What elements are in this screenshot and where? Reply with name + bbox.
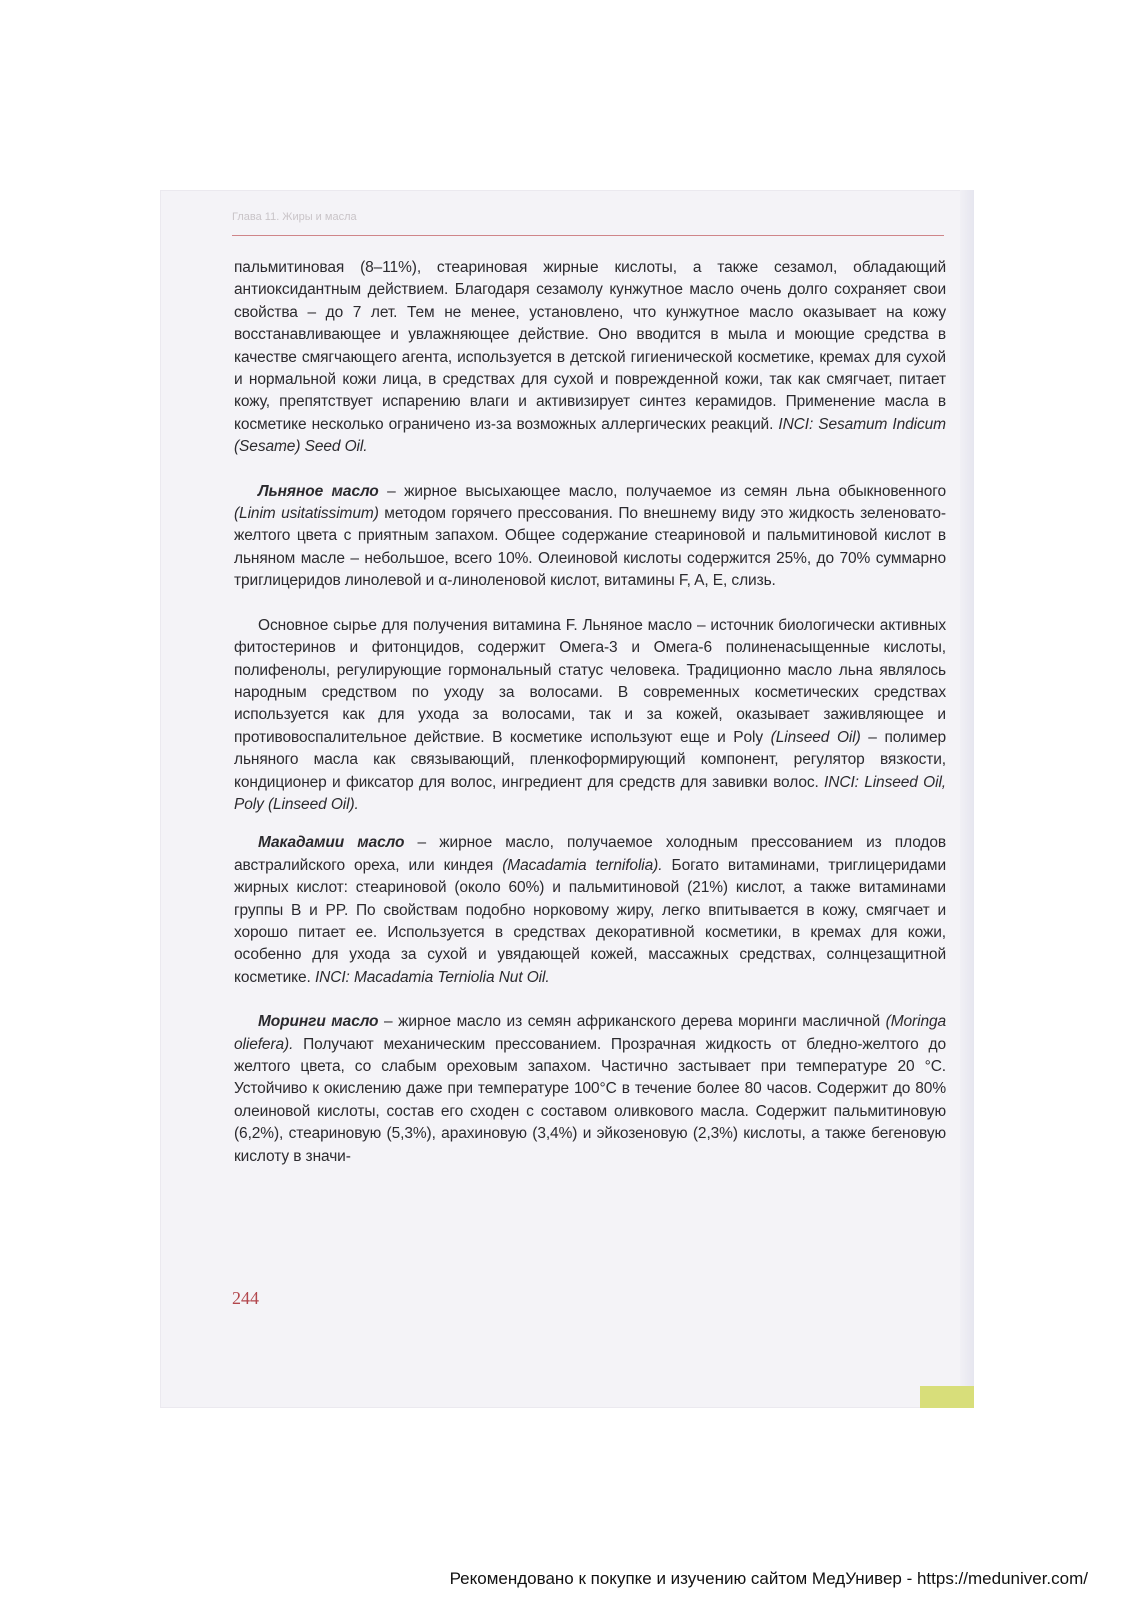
macadamia-term: Макадамии масло (258, 834, 405, 852)
running-head: Глава 11. Жиры и масла (232, 211, 357, 223)
paragraph-sesame (234, 257, 946, 459)
linseed-p2-latin: (Linseed Oil) (770, 728, 861, 746)
footer-recommendation: Рекомендовано к покупке и изучению сайтом МедУнивер - https://meduniver.com/ (449, 1569, 1088, 1588)
linseed-p2-text-2: – полимер льняного масла как связывающий, пленкоформирующий компонент, регулятор вязкости, кондиционер и фиксатор для волос, ингредиент для средств для завивки волос. (234, 728, 947, 791)
linseed-inci: INCI: Linseed Oil, Poly (Linseed Oil). (234, 773, 946, 813)
moringa-text-2: Получают механическим прессованием. Прозрачная жидкость от бледно-желтого до желтого цвета, со слабым ореховым запахом. Частично застывает при температуре 20 °С. Устойчиво к окислению даже при температуре 100°С в течение более 80 часов. Содержит до 80% олеиновой кислоты, состав его сходен с составом оливкового масла. Содержит пальмитиновую (6,2%), стеариновую (5,3%), арахиновую (3,4%) и эйкозеновую (2,3%) кислоты, а также бегеновую кислоту в значи- (234, 1035, 946, 1165)
macadamia-text-2: Богато витаминами, триглицеридами жирных кислот: стеариновой (около 60%) и пальмитиновой (21%) кислот, а также витаминами группы B и PP. По свойствам подобно норковому жиру, легко впитывается в кожу, смягчает и хорошо питает ее. Используется в средствах декоративной косметики, в кремах для кожи, особенно для ухода за сухой и увядающей кожей, массажных средствах, солнцезащитной косметике. (234, 856, 947, 986)
macadamia-text-1: – жирное масло, получаемое холодным прессованием из плодов австралийского ореха, или киндея (234, 834, 946, 874)
header-rule (232, 235, 944, 236)
sesame-text: пальмитиновая (8–11%), стеариновая жирные кислоты, а также сезамол, обладающий антиоксидантным действием. Благодаря сезамолу кунжутное масло очень долго сохраняет свои свойства – до 7 лет. Тем не менее, установлено, что кунжутное масло оказывает на кожу восстанавливающее и увлажняющее действие. Оно вводится в мыла и моющие средства в качестве смягчающего агента, используется в детской гигиенической косметике, кремах для сухой и нормальной кожи лица, в средствах для сухой и поврежденной кожи, так как смягчает, питает кожу, препятствует испарению влаги и активизирует синтез керамидов. Применение масла в косметике несколько ограничено из-за возможных аллергических реакций. (234, 259, 946, 433)
macadamia-inci: INCI: Macadamia Terniolia Nut Oil. (314, 968, 550, 986)
moringa-latin: (Moringa oliefera). (234, 1013, 947, 1053)
moringa-term: Моринги масло (258, 1013, 379, 1031)
macadamia-latin: (Macadamia ternifolia). (502, 856, 663, 874)
linseed-text-2: методом горячего прессования. По внешнему виду это жидкость зеленовато-желтого цвета с приятным запахом. Общее содержание стеариновой и пальмитиновой кислот в льняном масле – небольшое, всего 10%. Олеиновой кислоты содержится 25%, до 70% суммарно триглицеридов линолевой и α-линоленовой кислот, витамины F, A, E, слизь. (234, 505, 946, 590)
scan-corner-mark (920, 1386, 974, 1408)
linseed-text-1: – жирное высыхающее масло, получаемое из семян льна обыкновенного (378, 482, 946, 500)
moringa-text-1: – жирное масло из семян африканского дерева моринги масличной (378, 1013, 886, 1031)
paragraph-moringa (234, 1011, 946, 1168)
paragraph-macadamia (234, 832, 946, 989)
linseed-p2-text-1: Основное сырье для получения витамина F. Льняное масло – источник биологически активных фитостеринов и фитонцидов, содержит Омега-3 и Омега-6 полиненасыщенные кислоты, полифенолы, регулирующие гормональный статус человека. Традиционно масло льна являлось народным средством по уходу за волосами. В современных косметических средствах используется как для ухода за волосами, так и за кожей, оказывает заживляющее и противовоспалительное действие. В косметике используют еще и Poly (234, 616, 946, 746)
page-number: 244 (232, 1288, 259, 1308)
linseed-latin: (Linim usitatissimum) (234, 505, 379, 523)
sesame-inci: INCI: Sesamum Indicum (Sesame) Seed Oil. (234, 415, 946, 456)
paragraph-linseed-1 (234, 481, 946, 593)
body-text (234, 257, 946, 1168)
scan-edge-shadow (960, 190, 974, 1408)
linseed-term: Льняное масло (258, 482, 379, 500)
paragraph-linseed-2 (234, 615, 946, 817)
